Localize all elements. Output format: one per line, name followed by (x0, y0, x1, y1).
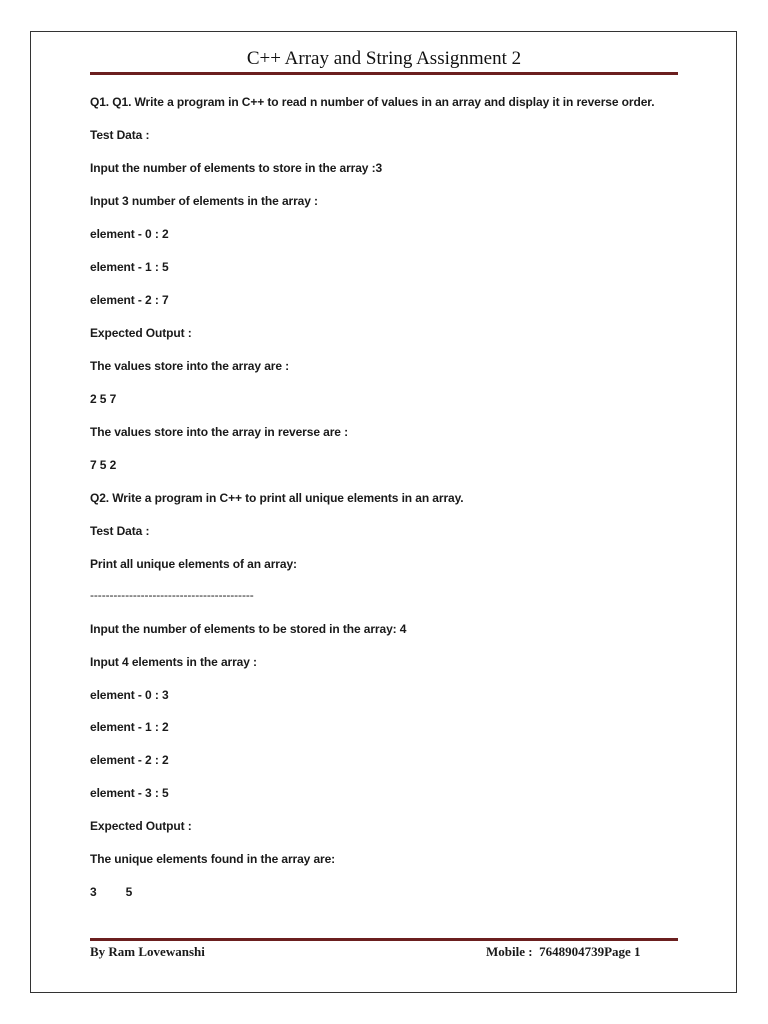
body-line: Test Data : (90, 524, 150, 538)
body-line: Expected Output : (90, 326, 192, 340)
body-line: element - 1 : 5 (90, 260, 169, 274)
page-frame (30, 31, 737, 993)
body-line: element - 0 : 2 (90, 227, 169, 241)
body-line: element - 0 : 3 (90, 688, 169, 702)
body-line: element - 1 : 2 (90, 720, 169, 734)
question-1-heading: Q1. Q1. Write a program in C++ to read n number of values in an array and display it in reverse order. (90, 95, 655, 109)
header-rule (90, 72, 678, 75)
body-line: Input 3 number of elements in the array : (90, 194, 318, 208)
body-line: 3 5 (90, 885, 133, 899)
body-line: Input the number of elements to store in the array :3 (90, 161, 383, 175)
body-line: Print all unique elements of an array: (90, 557, 297, 571)
footer-mobile-page: Mobile : 7648904739Page 1 (486, 944, 641, 959)
page-title: C++ Array and String Assignment 2 (246, 48, 522, 69)
body-line: The unique elements found in the array are: (90, 852, 336, 866)
body-line: The values store into the array are : (90, 359, 290, 373)
dashed-separator: ------------------------------------------ (90, 588, 254, 602)
footer-rule (90, 938, 678, 941)
footer-author: By Ram Lovewanshi (90, 944, 205, 959)
body-line: Test Data : (90, 128, 150, 142)
question-2-heading: Q2. Write a program in C++ to print all unique elements in an array. (90, 491, 464, 505)
body-line: Input 4 elements in the array : (90, 655, 257, 669)
body-line: 2 5 7 (90, 392, 117, 406)
body-line: element - 2 : 2 (90, 753, 169, 767)
body-line: Expected Output : (90, 819, 192, 833)
body-line: element - 3 : 5 (90, 786, 169, 800)
body-line: The values store into the array in reverse are : (90, 425, 348, 439)
body-line: Input the number of elements to be stored in the array: 4 (90, 622, 407, 636)
body-line: 7 5 2 (90, 458, 117, 472)
body-line: element - 2 : 7 (90, 293, 169, 307)
